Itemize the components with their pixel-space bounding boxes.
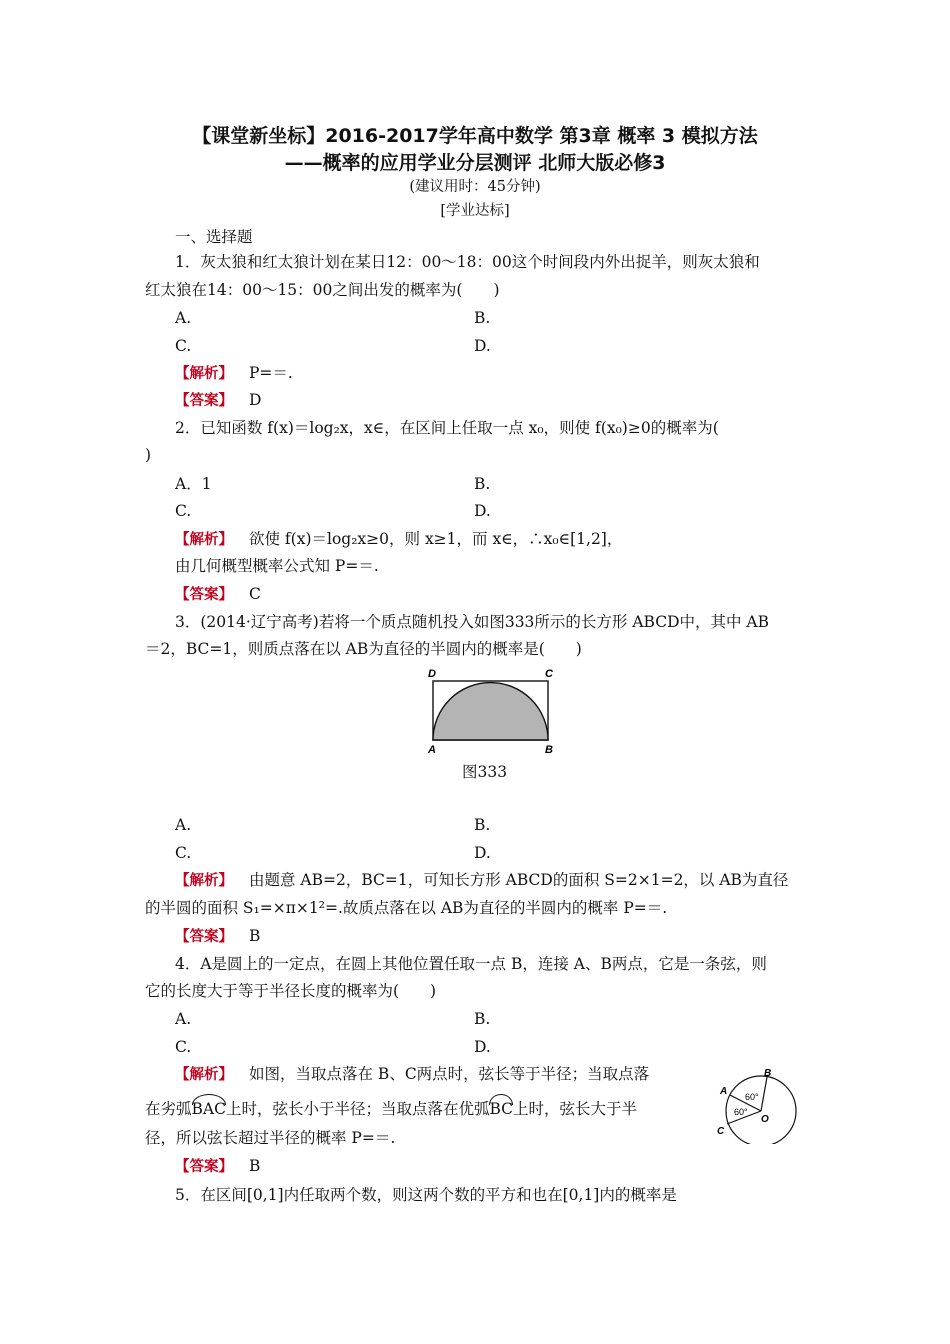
answer-tag: 【答案】 bbox=[175, 393, 233, 409]
suggested-time: (建议用时：45分钟) bbox=[409, 179, 541, 195]
fig333-label-d: D bbox=[428, 668, 436, 680]
answer-tag: 【答案】 bbox=[175, 1159, 233, 1175]
q4-analysis-line-3: 径，所以弦长超过半径的概率 P=＝. bbox=[145, 1129, 396, 1147]
fig333-label-a: A bbox=[428, 744, 436, 756]
q1-analysis bbox=[175, 362, 293, 385]
q3-option-a: A. bbox=[175, 816, 192, 834]
q4-stem-line-2: 它的长度大于等于半径长度的概率为( ) bbox=[145, 982, 437, 1000]
q4-analysis-text-1: 如图，当取点落在 B、C两点时，弦长等于半径；当取点落 bbox=[249, 1065, 650, 1083]
q4-option-d: D. bbox=[474, 1038, 491, 1056]
q4-option-b: B. bbox=[474, 1010, 491, 1028]
q3-analysis-text-1: 由题意 AB=2，BC=1，可知长方形 ABCD的面积 S=2×1=2，以 AB为直径 bbox=[249, 871, 789, 889]
q1-answer-text: D bbox=[249, 391, 262, 409]
q4-analysis bbox=[175, 1063, 649, 1086]
q3-answer bbox=[175, 925, 260, 948]
q5-stem-line-1: 5．在区间[0,1]内任取两个数，则这两个数的平方和也在[0,1]内的概率是 bbox=[175, 1186, 677, 1204]
q2-analysis-line-2: 由几何概型概率公式知 P=＝. bbox=[175, 557, 379, 575]
q1-stem-line-2: 红太狼在14：00～15：00之间出发的概率为( ) bbox=[145, 281, 500, 299]
section-heading: 一、选择题 bbox=[175, 228, 253, 246]
q2-stem-line-2: ) bbox=[145, 446, 152, 464]
q3-analysis-line-2: 的半圆的面积 S₁=×π×1²=.故质点落在以 AB为直径的半圆内的概率 P=＝. bbox=[145, 899, 668, 917]
q3-answer-text: B bbox=[249, 927, 261, 945]
q1-stem-line-1: 1．灰太狼和红太狼计划在某日12：00～18：00这个时间段内外出捉羊，则灰太狼和 bbox=[175, 253, 760, 271]
q2-analysis-text-1: 欲使 f(x)＝log₂x≥0，则 x≥1，而 x∈，∴x₀∈[1,2]， bbox=[249, 530, 623, 548]
q4-analysis-line-2 bbox=[145, 1094, 637, 1120]
q2-analysis bbox=[175, 528, 622, 551]
circle-chord-figure bbox=[712, 1064, 808, 1144]
q2-option-b: B. bbox=[474, 475, 491, 493]
analysis-tag: 【解析】 bbox=[175, 366, 233, 382]
q4-stem-line-1: 4．A是圆上的一定点，在圆上其他位置任取一点 B，连接 A、B两点，它是一条弦，则 bbox=[175, 955, 767, 973]
q3-option-c: C. bbox=[175, 844, 192, 862]
figure-caption: 图333 bbox=[462, 763, 508, 781]
q3-option-b: B. bbox=[474, 816, 491, 834]
fig4-angle-1: 60° bbox=[745, 1092, 759, 1102]
q4-analysis-2c: 上时，弦长大于半 bbox=[513, 1100, 638, 1118]
q4-answer-text: B bbox=[249, 1157, 261, 1175]
fig4-label-o: O bbox=[761, 1114, 769, 1125]
q4-answer bbox=[175, 1155, 260, 1178]
q1-option-a: A. bbox=[175, 309, 192, 327]
title-line-2: ——概率的应用学业分层测评 北师大版必修3 bbox=[284, 152, 666, 174]
answer-tag: 【答案】 bbox=[175, 587, 233, 603]
rectangle-semicircle-figure bbox=[420, 664, 560, 756]
q3-stem-line-2: ＝2，BC=1，则质点落在以 AB为直径的半圆内的概率是( ) bbox=[145, 640, 582, 658]
fig4-label-c: C bbox=[717, 1126, 725, 1137]
q2-option-d: D. bbox=[474, 502, 491, 520]
q1-option-c: C. bbox=[175, 337, 192, 355]
analysis-tag: 【解析】 bbox=[175, 873, 233, 889]
q2-answer-text: C bbox=[249, 585, 261, 603]
q2-stem-line-1: 2．已知函数 f(x)＝log₂x，x∈，在区间上任取一点 x₀，则使 f(x₀)≥0的概率为( bbox=[175, 419, 719, 437]
q4-analysis-2b: 上时，弦长小于半径；当取点落在优弧 bbox=[225, 1100, 490, 1118]
fig4-angle-2: 60° bbox=[734, 1107, 748, 1117]
section-label: [学业达标] bbox=[440, 203, 510, 219]
title-line-1: 【课堂新坐标】2016-2017学年高中数学 第3章 概率 3 模拟方法 bbox=[192, 125, 758, 147]
answer-tag: 【答案】 bbox=[175, 929, 233, 945]
q4-analysis-2a: 在劣弧 bbox=[145, 1100, 192, 1118]
q1-option-d: D. bbox=[474, 337, 491, 355]
fig4-label-b: B bbox=[764, 1068, 772, 1079]
q4-option-c: C. bbox=[175, 1038, 192, 1056]
q4-option-a: A. bbox=[175, 1010, 192, 1028]
fig333-label-b: B bbox=[545, 744, 553, 756]
q3-analysis bbox=[175, 869, 788, 892]
q2-answer bbox=[175, 583, 261, 606]
major-arc-bc: BC bbox=[489, 1094, 513, 1120]
fig333-label-c: C bbox=[545, 668, 553, 680]
q1-analysis-text: P=＝. bbox=[249, 364, 293, 382]
analysis-tag: 【解析】 bbox=[175, 1067, 233, 1083]
analysis-tag: 【解析】 bbox=[175, 532, 233, 548]
q2-option-c: C. bbox=[175, 502, 192, 520]
minor-arc-bac: BAC bbox=[192, 1094, 226, 1120]
q3-option-d: D. bbox=[474, 844, 491, 862]
q1-answer bbox=[175, 389, 261, 412]
q1-option-b: B. bbox=[474, 309, 491, 327]
q2-option-a: A．1 bbox=[175, 475, 212, 493]
fig4-label-a: A bbox=[720, 1086, 728, 1097]
q3-stem-line-1: 3．(2014·辽宁高考)若将一个质点随机投入如图333所示的长方形 ABCD中，其中 AB bbox=[175, 613, 770, 631]
